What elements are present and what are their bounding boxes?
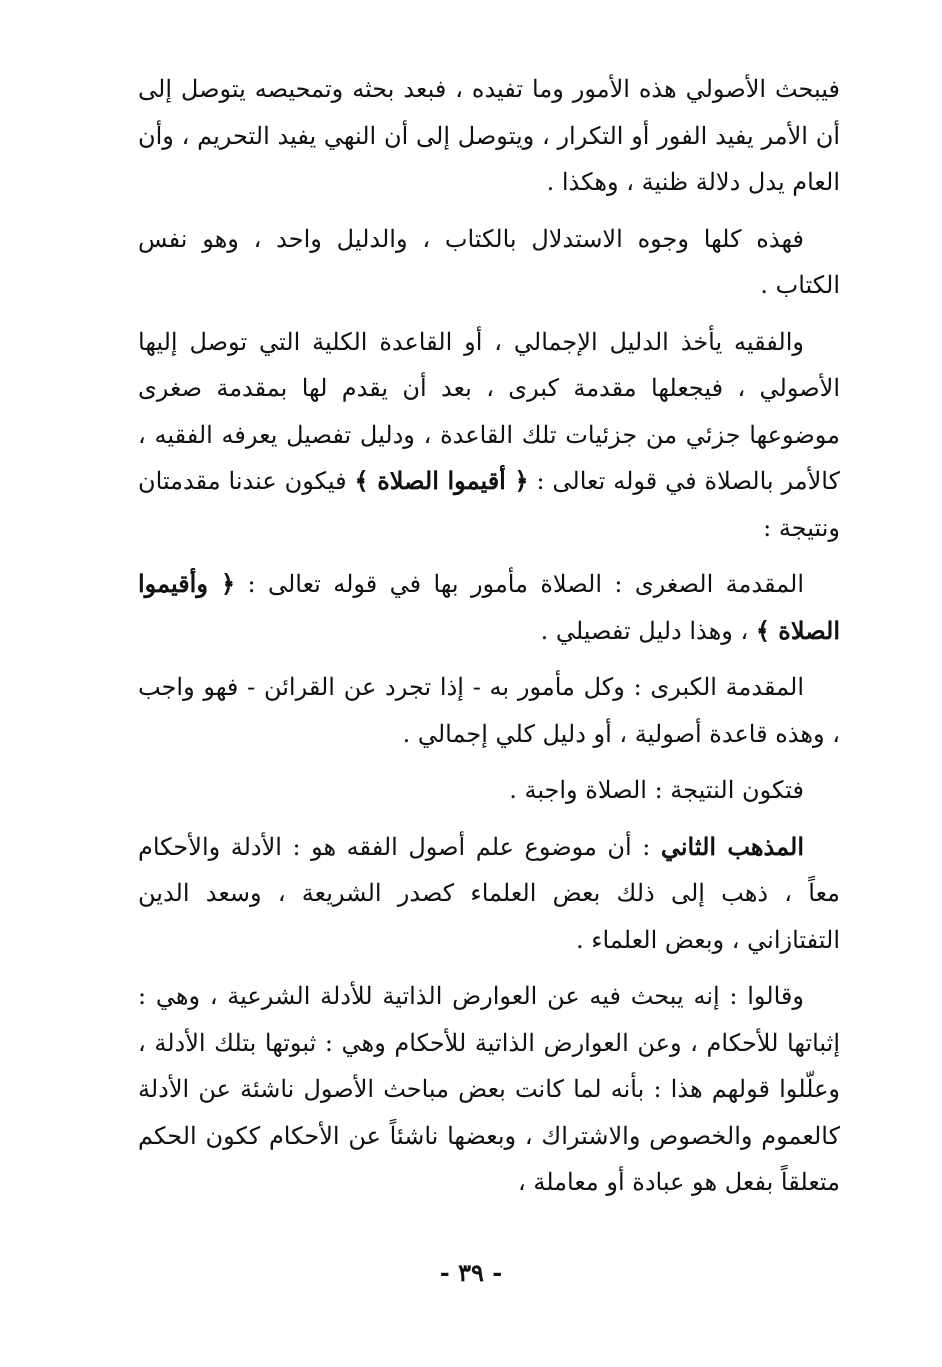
quran-verse: ﴿ أقيموا الصلاة ﴾ — [354, 466, 529, 495]
page-body — [138, 66, 840, 1216]
section-heading: المذهب الثاني — [660, 831, 804, 861]
quran-verse: ﴿ وأقيموا الصلاة ﴾ — [138, 569, 840, 645]
paragraph-3-end: فيكون عندنا مقدمتان ونتيجة : — [138, 467, 840, 542]
paragraph-7 — [138, 824, 840, 964]
page-number: - ٣٩ - — [439, 1258, 503, 1287]
paragraph-6-text: فتكون النتيجة : الصلاة واجبة . — [509, 776, 804, 804]
paragraph-5-text: المقدمة الكبرى : وكل مأمور به - إذا تجرد عن القرائن - فهو واجب ، وهذه قاعدة أصولية ، أو دليل كلي إجمالي . — [138, 673, 840, 748]
paragraph-6 — [138, 767, 840, 814]
paragraph-1 — [138, 66, 840, 206]
paragraph-8-text: وقالوا : إنه يبحث فيه عن العوارض الذاتية للأدلة الشرعية ، وهي : إثباتها للأحكام ، وعن العوارض الذاتية للأحكام وهي : ثبوتها بتلك الأدلة ، وعلّلوا قولهم هذا : بأنه لما كانت بعض مباحث الأصول ناشئة عن الأدلة كالعموم والخصوص والاشتراك ، وبعضها ناشئاً عن الأحكام ككون الحكم متعلقاً بفعل هو عبادة أو معاملة ، — [138, 982, 840, 1196]
paragraph-5 — [138, 664, 840, 757]
paragraph-4 — [138, 561, 840, 654]
paragraph-3 — [138, 319, 840, 552]
paragraph-8 — [138, 973, 840, 1206]
paragraph-4-end: ، وهذا دليل تفصيلي . — [540, 616, 749, 645]
paragraph-1-text: فيبحث الأصولي هذه الأمور وما تفيده ، فبعد بحثه وتمحيصه يتوصل إلى أن الأمر يفيد الفور أو التكرار ، ويتوصل إلى أن النهي يفيد التحريم ، وأن العام يدل دلالة ظنية ، وهكذا . — [138, 75, 840, 196]
paragraph-3-text: والفقيه يأخذ الدليل الإجمالي ، أو القاعدة الكلية التي توصل إليها الأصولي ، فيجعلها مقدمة كبرى ، بعد أن يقدم لها بمقدمة صغرى موضوعها جزئي من جزئيات تلك القاعدة ، ودليل تفصيل يعرفه الفقيه ، كالأمر بالصلاة في قوله تعالى : — [138, 327, 840, 495]
paragraph-4-text: المقدمة الصغرى : الصلاة مأمور بها في قوله تعالى : — [247, 570, 804, 598]
paragraph-7-text: : أن موضوع علم أصول الفقه هو : الأدلة والأحكام معاً ، ذهب إلى ذلك بعض العلماء كصدر الشريعة ، وسعد الدين التفتازاني ، وبعض العلماء . — [138, 832, 840, 954]
paragraph-2-text: فهذه كلها وجوه الاستدلال بالكتاب ، والدليل واحد ، وهو نفس الكتاب . — [138, 224, 840, 299]
paragraph-2 — [138, 216, 840, 309]
